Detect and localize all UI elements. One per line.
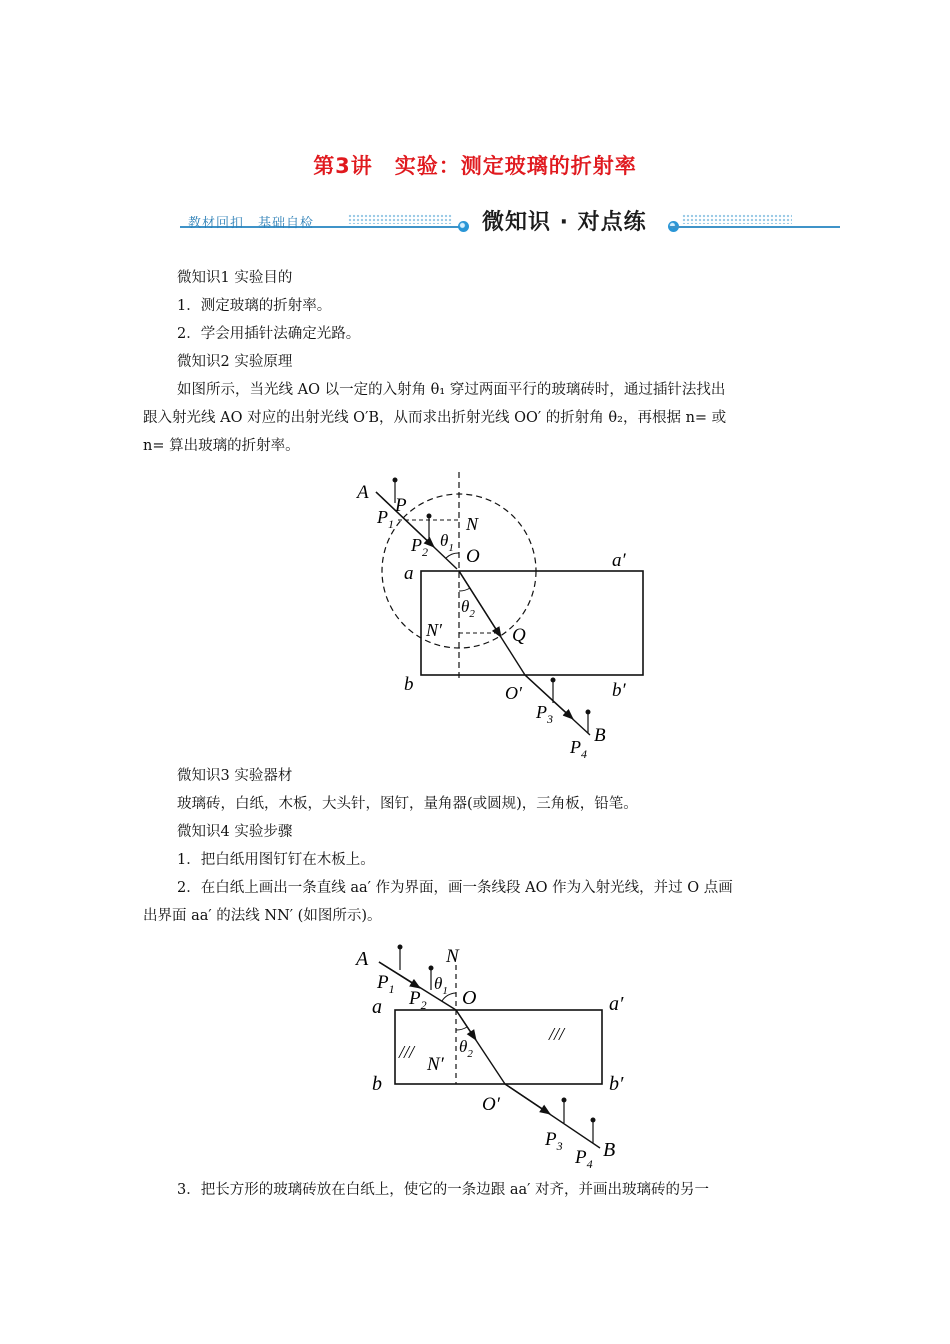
label-O-prime: O′: [505, 683, 522, 703]
s2-line2: 跟入射光线 AO 对应的出射光线 O′B，从而求出折射光线 OO′ 的折射角 θ₂，再根据 n= 或: [143, 410, 727, 426]
label2-A: A: [356, 948, 369, 970]
s1-heading: 微知识1 实验目的: [177, 270, 293, 286]
figure-refraction-principle: [340, 465, 670, 765]
label2-b-prime: b′: [609, 1073, 624, 1095]
page-title: 第3讲 实验：测定玻璃的折射率: [313, 154, 637, 178]
s4-step2a: 2．在白纸上画出一条直线 aa′ 作为界面，画一条线段 AO 作为入射光线，并过 O 点画: [177, 880, 733, 896]
label2-B: B: [603, 1139, 616, 1161]
label2-P2: $P_2$: [409, 988, 427, 1012]
s4-step3: 3．把长方形的玻璃砖放在白纸上，使它的一条边跟 aa′ 对齐，并画出玻璃砖的另一: [177, 1182, 710, 1198]
label-b: b: [404, 674, 414, 695]
s4-heading: 微知识4 实验步骤: [177, 824, 293, 840]
label2-O: O: [462, 987, 477, 1009]
s3-body: 玻璃砖，白纸，木板，大头针，图钉，量角器(或圆规)，三角板，铅笔。: [177, 796, 638, 812]
label-a: a: [404, 563, 414, 584]
label-N-prime: N′: [426, 620, 442, 640]
label2-O-prime: O′: [482, 1094, 500, 1115]
angle-arc-theta2: [459, 588, 470, 591]
angle2-arc-theta2: [456, 1027, 467, 1030]
label-a-prime: a′: [612, 550, 626, 571]
label2-N: N: [446, 946, 459, 967]
label2-theta2: $\theta_2$: [459, 1037, 473, 1060]
label2-P1: $P_1$: [377, 972, 395, 996]
banner-center-text: 微知识 · 对点练: [482, 210, 647, 235]
label-P3: $P_3$: [536, 702, 553, 726]
ray2-emergent-arrow: [505, 1084, 550, 1114]
label-O: O: [466, 546, 480, 567]
label2-P4: $P_4$: [575, 1147, 593, 1171]
label-A: A: [357, 482, 369, 503]
label-P1: $P_1$: [377, 507, 394, 531]
figure-experiment-setup: [345, 935, 645, 1175]
label2-a: a: [372, 996, 382, 1018]
label2-b: b: [372, 1073, 382, 1095]
label-B: B: [594, 725, 606, 746]
banner-bullet-left-icon: [458, 221, 469, 232]
s2-line1: 如图所示，当光线 AO 以一定的入射角 θ₁ 穿过两面平行的玻璃砖时，通过插针法找出: [177, 382, 726, 398]
glass-block-1: [421, 571, 643, 675]
label-b-prime: b′: [612, 680, 626, 701]
label-theta2: $\theta_2$: [461, 597, 475, 620]
label-P: P: [395, 495, 407, 516]
s1-item1: 1．测定玻璃的折射率。: [177, 298, 332, 314]
pins-1: [393, 478, 591, 734]
label-N: N: [466, 514, 479, 534]
s2-line3: n= 算出玻璃的折射率。: [143, 438, 300, 454]
banner-dots-left: [348, 214, 452, 224]
s3-heading: 微知识3 实验器材: [177, 768, 293, 784]
s1-item2: 2．学会用插针法确定光路。: [177, 326, 361, 342]
banner-left-text: 教材回扣 基础自检: [188, 216, 315, 231]
banner-line-right: [670, 226, 840, 228]
banner-dots-right: [682, 214, 792, 224]
ray2-refracted-arrow: [456, 1010, 476, 1040]
label2-hatch-right: ///: [549, 1024, 565, 1044]
label2-a-prime: a′: [609, 993, 624, 1015]
s4-step1: 1．把白纸用图钉钉在木板上。: [177, 852, 375, 868]
label-Q: Q: [512, 625, 526, 646]
label2-hatch-left: ///: [399, 1042, 415, 1062]
label2-theta1: $\theta_1$: [434, 974, 448, 997]
section-banner: [180, 205, 840, 241]
label-P4: $P_4$: [570, 737, 587, 761]
label2-N-prime: N′: [427, 1054, 444, 1075]
s4-step2b: 出界面 aa′ 的法线 NN′ (如图所示)。: [143, 908, 382, 924]
label2-P3: $P_3$: [545, 1129, 563, 1153]
label-theta1: $\theta_1$: [440, 531, 454, 554]
s2-heading: 微知识2 实验原理: [177, 354, 293, 370]
label-P2: $P_2$: [411, 535, 428, 559]
